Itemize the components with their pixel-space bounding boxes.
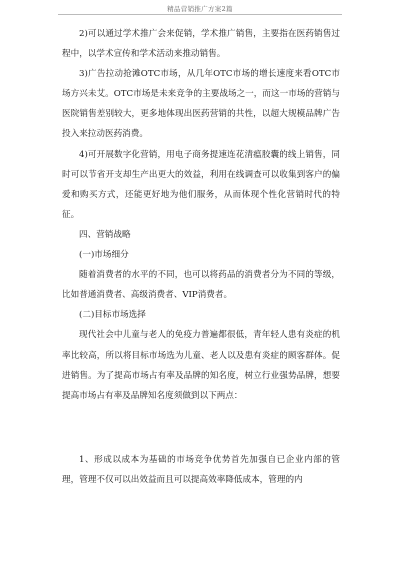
subheading-target-market: (二)目标市场选择 [79, 310, 146, 321]
page-header: 精品营销推广方案2篇 [167, 5, 233, 13]
paragraph-target-market: 现代社会中儿童与老人的免疫力普遍都很低，青年轻人患有炎症的机率比较高，所以将目标市场选为儿童、老人以及患有炎症的顾客群体。促进销售。为了提高市场占有率及品牌的知名度，树立行业强势品牌，想要提高市场占有率及品牌知名度须做到以下两点： [62, 330, 340, 401]
subheading-market-segmentation: (一)市场细分 [79, 250, 129, 261]
paragraph-academic-promotion: 2)可以通过学术推广会来促销，学术推广销售，主要指在医药销售过程中，以学术宣传和学术活动来推动销售。 [62, 29, 340, 60]
paragraph-digital-marketing: 4)可开展数字化营销，用电子商务提速连花清瘟胶囊的线上销售，同时可以节省开支却生产出更大的效益，利用在线调查可以收集到客户的偏爱和购买方式，还能更好地为他们服务，从而体现个性化营销时代的特征。 [62, 149, 340, 220]
document-body [62, 24, 340, 490]
header-divider [58, 14, 342, 15]
section-heading-marketing-strategy: 四、营销战略 [79, 229, 131, 240]
paragraph-market-segmentation: 随着消费者的水平的不同，也可以将药品的消费者分为不同的等级，比如普通消费者、高级消费者、VIP消费者。 [62, 270, 340, 301]
paragraph-cost-advantage: 1、形成以成本为基础的市场竞争优势首先加强自已企业内部的管理，管理不仅可以出效益而且可以提高效率降低成本，管理的内 [62, 454, 340, 485]
spacer [62, 406, 340, 450]
paragraph-otc-advertising: 3)广告拉动抢滩OTC市场，从几年OTC市场的增长速度来看OTC市场方兴未艾。OTC市场是未来竞争的主要战场之一，而这一市场的营销与医院销售差别较大，更多地体现出医药营销的共性，以超大规模品牌广告投入来拉动医药消费。 [62, 69, 340, 140]
